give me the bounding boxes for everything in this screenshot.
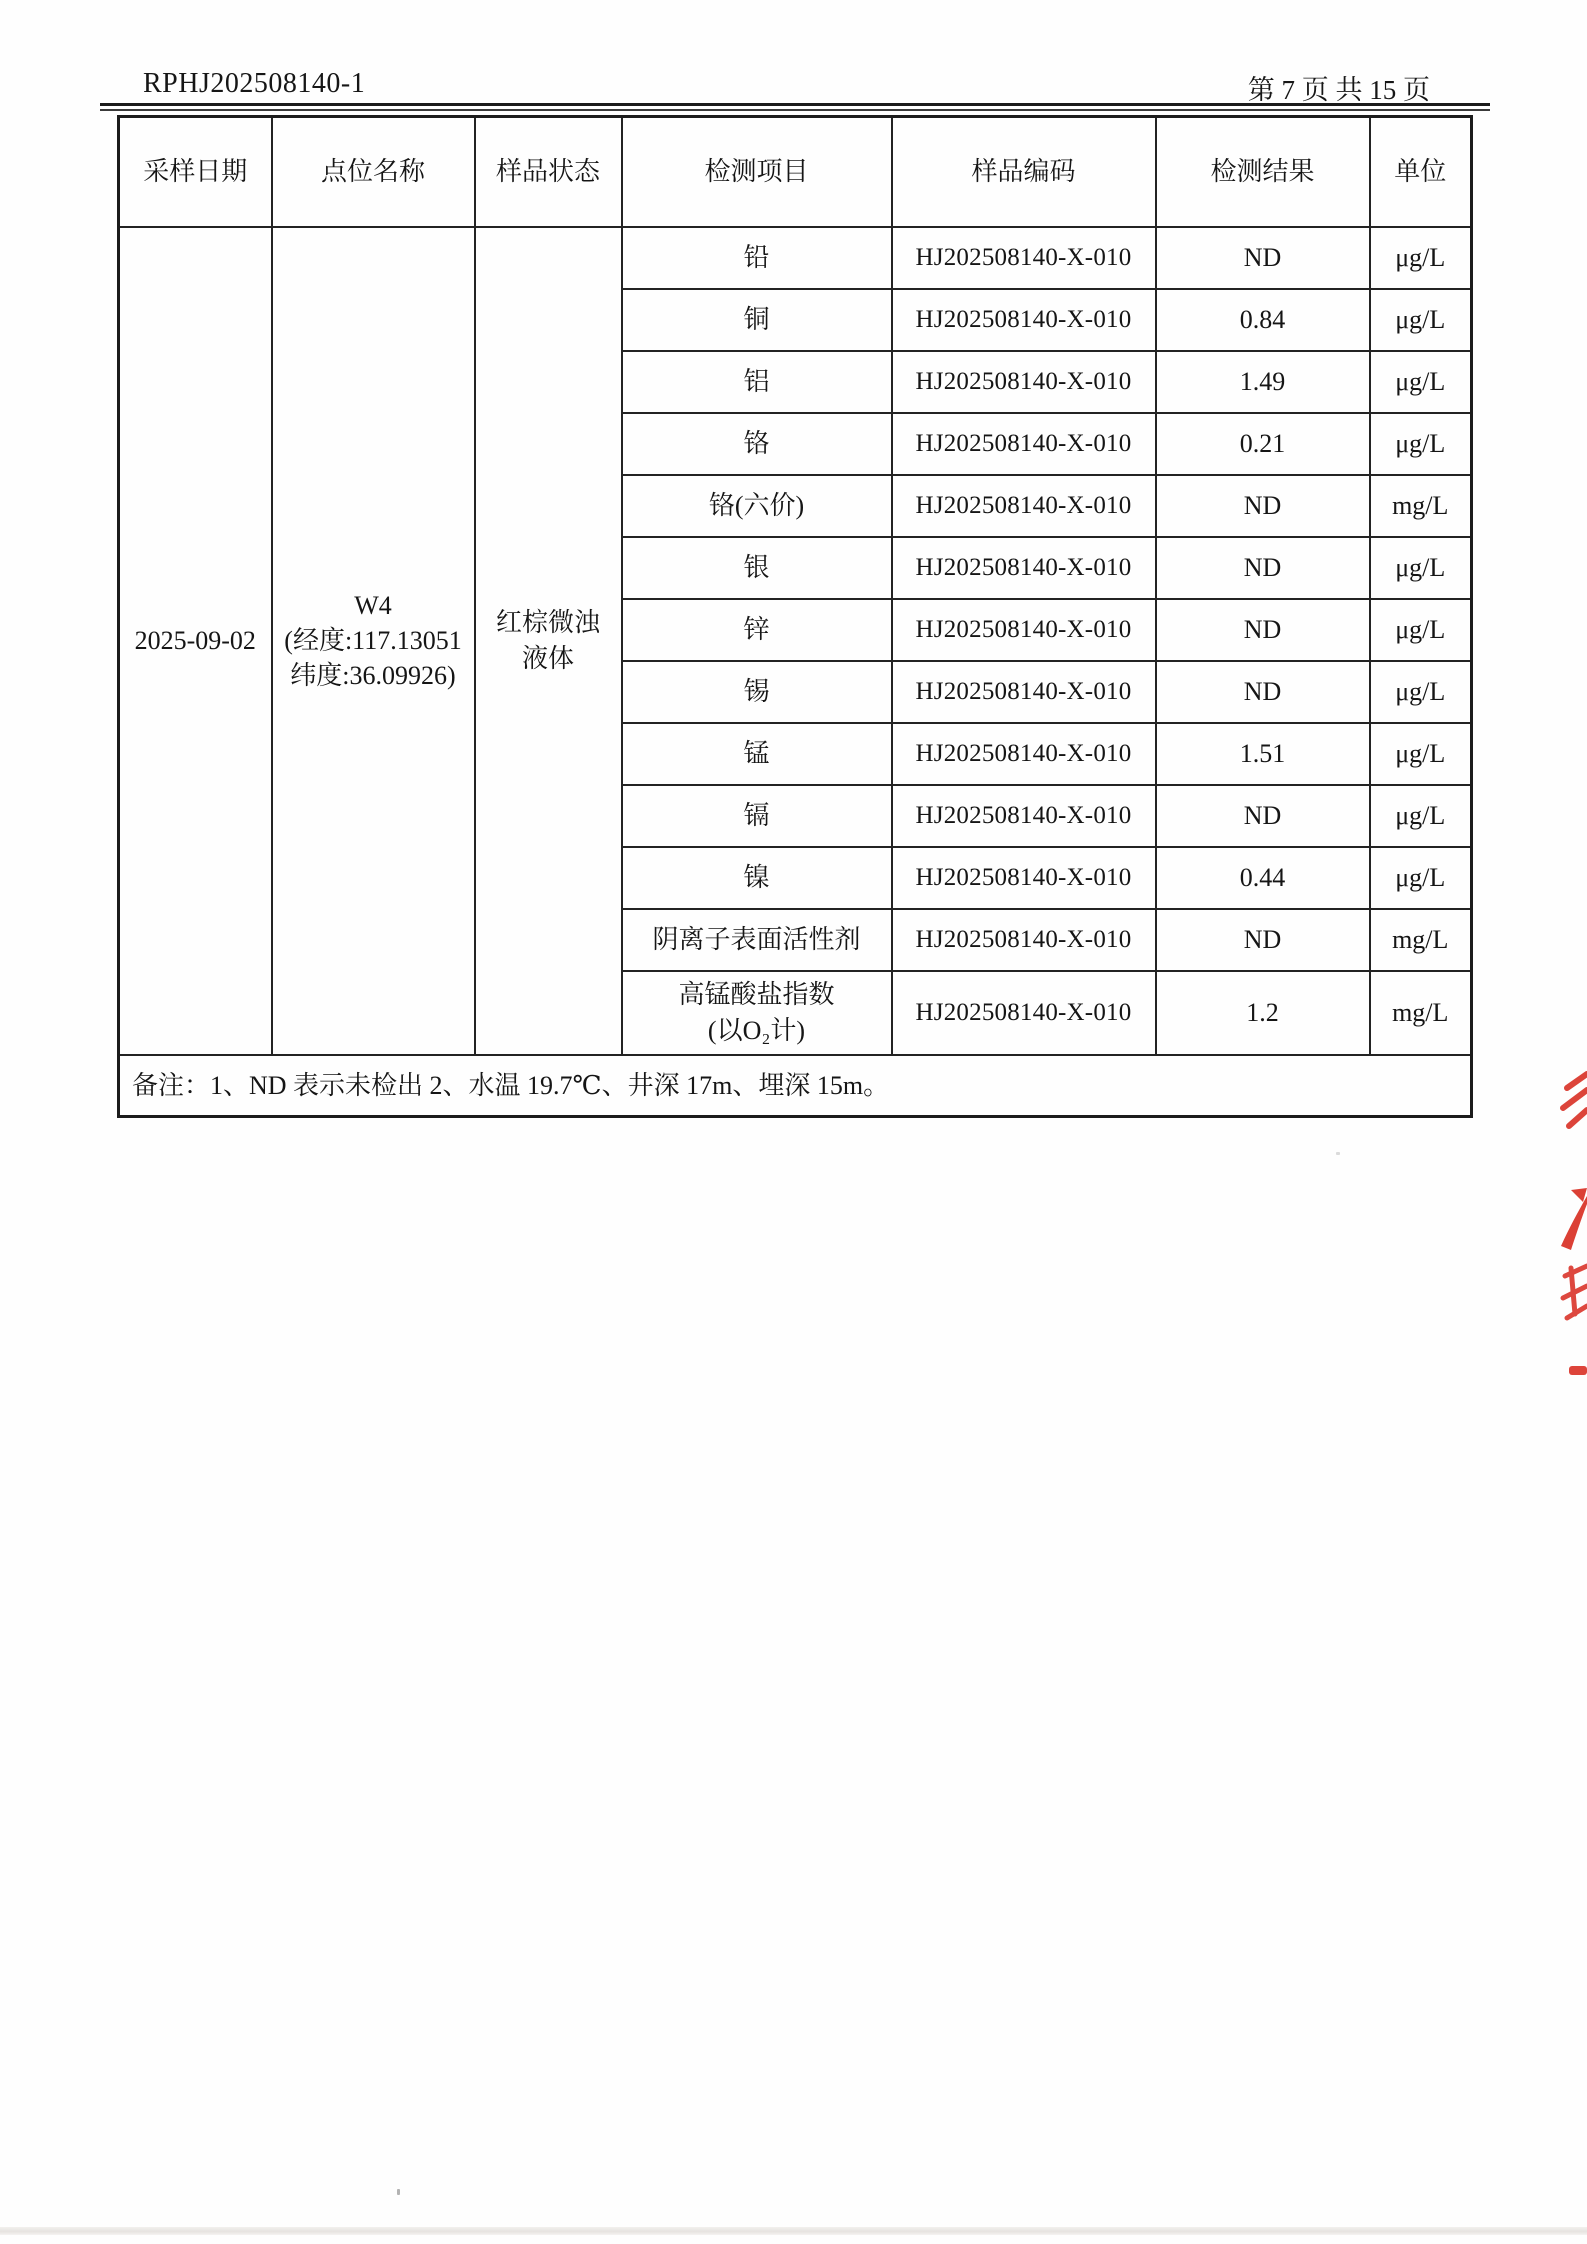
unit-cell: μg/L (1370, 351, 1472, 413)
sample-code-cell: HJ202508140-X-010 (892, 227, 1156, 289)
scan-speck (1336, 1152, 1340, 1155)
header-sample-state: 样品状态 (475, 117, 622, 227)
item-cell: 锡 (622, 661, 892, 723)
remark-row (119, 1055, 1472, 1117)
site-name-cell (272, 227, 475, 1055)
result-cell: 0.44 (1156, 847, 1370, 909)
item-cell: 铝 (622, 351, 892, 413)
scan-artifact-line (0, 2227, 1587, 2235)
item-cell (622, 971, 892, 1055)
item-cell: 铜 (622, 289, 892, 351)
header-test-item: 检测项目 (622, 117, 892, 227)
unit-cell: μg/L (1370, 723, 1472, 785)
item-cell: 阴离子表面活性剂 (622, 909, 892, 971)
stamp-stroke-group-1 (1563, 1074, 1587, 1126)
sample-state-cell (475, 227, 622, 1055)
unit-cell: μg/L (1370, 289, 1472, 351)
scan-speck (397, 2189, 400, 2195)
remark-cell: 备注：1、ND 表示未检出 2、水温 19.7℃、井深 17m、埋深 15m。 (119, 1055, 1472, 1117)
table-row (119, 227, 1472, 289)
item-cell: 锰 (622, 723, 892, 785)
unit-cell: μg/L (1370, 227, 1472, 289)
sample-code-cell: HJ202508140-X-010 (892, 661, 1156, 723)
sample-code-cell: HJ202508140-X-010 (892, 785, 1156, 847)
header-site-name: 点位名称 (272, 117, 475, 227)
result-cell: ND (1156, 661, 1370, 723)
result-cell: 1.49 (1156, 351, 1370, 413)
result-cell: ND (1156, 785, 1370, 847)
result-cell: 1.51 (1156, 723, 1370, 785)
header-divider (100, 103, 1490, 111)
site-name-cell-line: W4 (354, 590, 392, 620)
unit-cell: μg/L (1370, 661, 1472, 723)
results-table (117, 115, 1473, 1118)
sample-code-cell: HJ202508140-X-010 (892, 847, 1156, 909)
unit-cell: mg/L (1370, 971, 1472, 1055)
result-cell: 0.84 (1156, 289, 1370, 351)
sample-code-cell: HJ202508140-X-010 (892, 723, 1156, 785)
sample-code-cell: HJ202508140-X-010 (892, 475, 1156, 537)
sample-code-cell: HJ202508140-X-010 (892, 351, 1156, 413)
result-cell: ND (1156, 599, 1370, 661)
page-indicator: 第 7 页 共 15 页 (1247, 75, 1430, 105)
unit-cell: μg/L (1370, 413, 1472, 475)
header-sampling-date: 采样日期 (119, 117, 272, 227)
sample-code-cell: HJ202508140-X-010 (892, 537, 1156, 599)
header-test-result: 检测结果 (1156, 117, 1370, 227)
stamp-stroke-group-3 (1563, 1266, 1587, 1318)
sample-code-cell: HJ202508140-X-010 (892, 909, 1156, 971)
header-row (119, 117, 1472, 227)
unit-cell: μg/L (1370, 599, 1472, 661)
sample-date-cell-line: 2025-09-02 (134, 625, 256, 655)
table-footer (119, 1055, 1472, 1117)
item-cell: 铬(六价) (622, 475, 892, 537)
item-cell: 银 (622, 537, 892, 599)
item-cell: 铬 (622, 413, 892, 475)
item-cell: 锌 (622, 599, 892, 661)
header-sample-code: 样品编码 (892, 117, 1156, 227)
red-stamp-fragments (1553, 1070, 1587, 1400)
sample-state-cell-line: 红棕微浊 (495, 608, 600, 638)
sample-code-cell: HJ202508140-X-010 (892, 971, 1156, 1055)
unit-cell: μg/L (1370, 537, 1472, 599)
site-name-cell-line: (经度:117.13051 (284, 625, 462, 655)
result-cell: ND (1156, 475, 1370, 537)
result-cell: ND (1156, 227, 1370, 289)
item-line: (以O₂计) (707, 1015, 806, 1045)
sample-code-cell: HJ202508140-X-010 (892, 599, 1156, 661)
result-cell: 1.2 (1156, 971, 1370, 1055)
results-tbody (119, 227, 1472, 1055)
item-cell: 镍 (622, 847, 892, 909)
unit-cell: mg/L (1370, 909, 1472, 971)
sample-date-cell (119, 227, 272, 1055)
unit-cell: mg/L (1370, 475, 1472, 537)
result-cell: 0.21 (1156, 413, 1370, 475)
unit-cell: μg/L (1370, 785, 1472, 847)
stamp-stroke-group-4 (1569, 1366, 1587, 1375)
header-unit: 单位 (1370, 117, 1472, 227)
stamp-stroke-group-2 (1561, 1188, 1587, 1250)
sample-code-cell: HJ202508140-X-010 (892, 413, 1156, 475)
item-cell: 镉 (622, 785, 892, 847)
site-name-cell-line: 纬度:36.09926) (290, 661, 456, 691)
table-header (119, 117, 1472, 227)
sample-code-cell: HJ202508140-X-010 (892, 289, 1156, 351)
item-line: 高锰酸盐指数 (678, 980, 835, 1010)
unit-cell: μg/L (1370, 847, 1472, 909)
result-cell: ND (1156, 537, 1370, 599)
report-number: RPHJ202508140-1 (143, 68, 366, 99)
sample-state-cell-line: 液体 (521, 643, 574, 673)
result-cell: ND (1156, 909, 1370, 971)
item-cell: 铅 (622, 227, 892, 289)
